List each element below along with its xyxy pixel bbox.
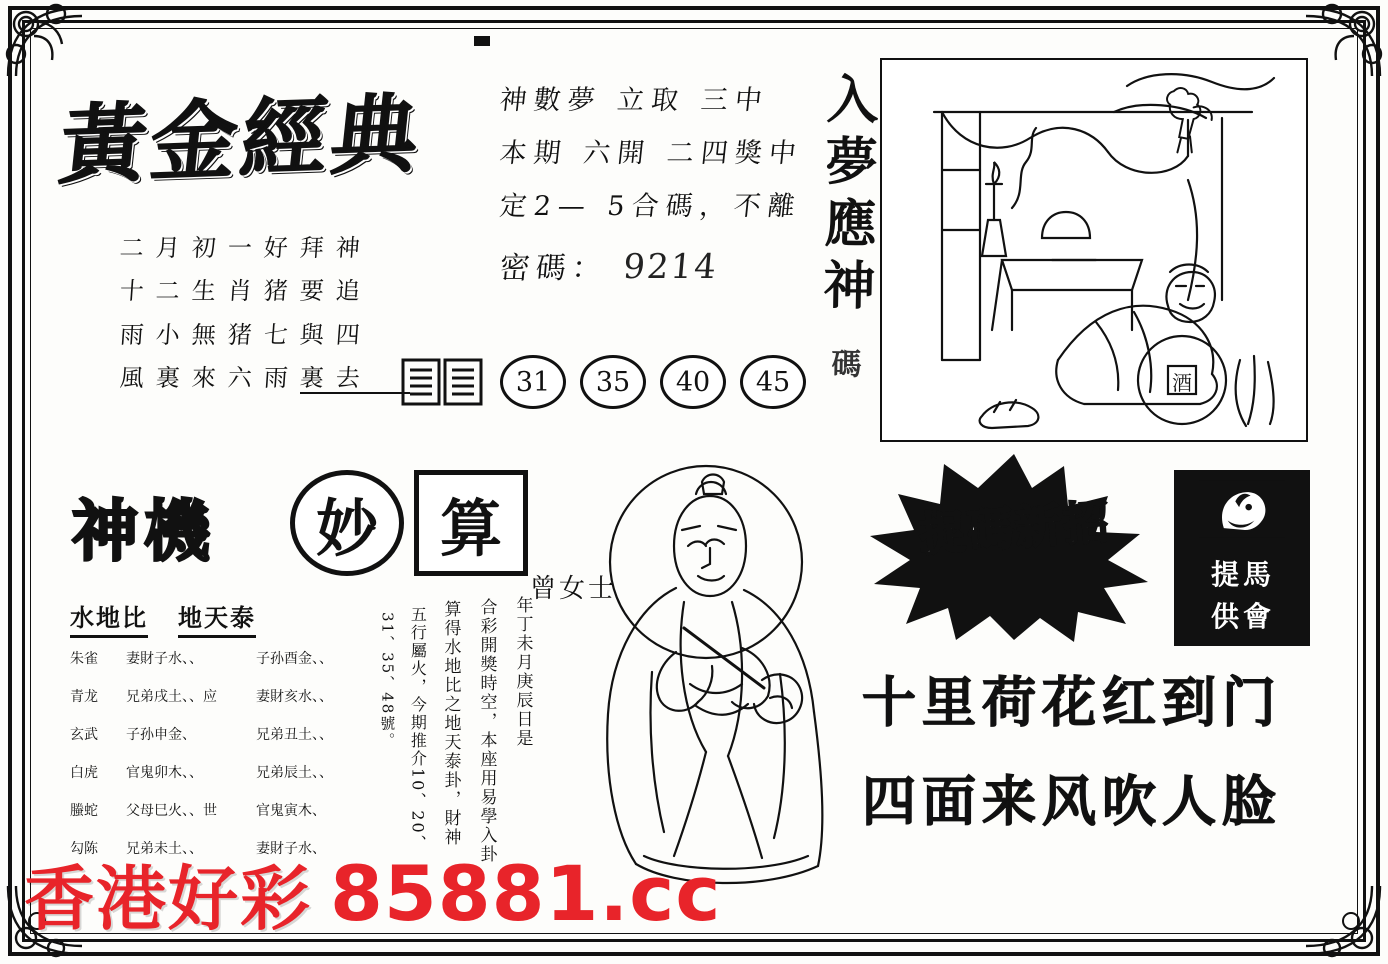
row-left: 子孙申金、 xyxy=(126,727,196,743)
burst-headline: 捉碼新招 xyxy=(917,494,1113,562)
miao-char: 妙 xyxy=(290,470,404,576)
poem-underline xyxy=(300,392,410,394)
row-label: 勾陈 xyxy=(70,841,98,857)
vertical-title xyxy=(813,71,885,482)
row-right: 官鬼寅木、 xyxy=(256,803,326,819)
table-row xyxy=(70,724,410,744)
number-ball: 31 xyxy=(500,355,566,409)
number-ball: 40 xyxy=(660,355,726,409)
password-value: 9214 xyxy=(621,247,720,287)
note-line: 定2— 5合碼，不離 xyxy=(498,191,804,222)
hexagram-header-left: 水地比 xyxy=(70,598,148,638)
table-row xyxy=(70,686,410,706)
hexagram-header-right: 地天泰 xyxy=(178,598,256,638)
open-book-icon xyxy=(400,352,484,412)
logo-char: 會 xyxy=(1243,600,1274,633)
watermark-site-name: 香港好彩 xyxy=(24,857,312,940)
vertical-note: 31、35、48號。 xyxy=(378,612,397,750)
vertical-note: 五行屬火，今期推介10、20、 xyxy=(408,606,428,853)
row-right: 妻財子水、 xyxy=(256,841,326,857)
note-line: 本期 六開 二四獎中 xyxy=(498,138,805,169)
poem-line: 二月初一好拜神 xyxy=(118,234,373,262)
vertical-title-small: 碼 xyxy=(825,347,861,389)
dream-illustration xyxy=(880,58,1308,442)
row-label: 朱雀 xyxy=(70,651,98,667)
brand-logo xyxy=(1174,470,1310,646)
poem-line: 十二生肖猪要追 xyxy=(118,277,373,306)
vertical-note: 年丁未月庚辰日是 xyxy=(512,596,533,748)
table-row xyxy=(70,800,410,820)
logo-char: 提 xyxy=(1210,558,1241,591)
logo-characters xyxy=(1177,545,1307,643)
row-right: 兄弟丑土、、 xyxy=(256,727,333,743)
lucky-numbers xyxy=(500,352,830,412)
row-label: 玄武 xyxy=(70,727,98,743)
shenji-text: 神機 xyxy=(72,492,216,570)
notes-block xyxy=(500,78,830,298)
miaosuan-heading xyxy=(290,468,550,578)
row-left: 妻財子水、、 xyxy=(126,651,203,667)
watermark-domain: 85881.cc xyxy=(330,848,722,938)
table-row xyxy=(70,762,410,782)
corner-ornament-icon xyxy=(1298,2,1384,80)
vertical-title-main: 入夢應神 xyxy=(813,71,879,321)
svg-text:酒: 酒 xyxy=(1172,371,1192,395)
hexagram-table xyxy=(70,598,410,876)
note-line: 神數夢 立取 三中 xyxy=(498,85,771,116)
row-label: 螣蛇 xyxy=(70,803,98,819)
row-label: 青龙 xyxy=(70,689,98,705)
logo-char: 供 xyxy=(1210,600,1241,633)
row-right: 子孙酉金、、 xyxy=(256,651,333,667)
couplet-line-2: 四面来风吹人脸 xyxy=(862,769,1282,833)
registration-mark xyxy=(474,36,490,46)
couplet-block xyxy=(862,660,1314,858)
corner-ornament-icon xyxy=(4,2,90,80)
row-right: 妻財亥水、、 xyxy=(256,689,333,705)
poem-line: 風裏來六雨裏去 xyxy=(118,363,373,392)
row-left: 兄弟未土、、 xyxy=(126,841,203,857)
row-left: 父母巳火、、世 xyxy=(126,803,217,819)
author-name: 曾女士 xyxy=(530,574,618,604)
password-row xyxy=(498,243,832,287)
row-right: 兄弟辰土、、 xyxy=(256,765,333,781)
number-ball: 35 xyxy=(580,355,646,409)
vertical-note: 算得水地比之地天泰卦，財神 xyxy=(440,600,461,847)
number-ball: 45 xyxy=(740,355,806,409)
poem-line: 雨小無猪七與四 xyxy=(118,320,373,349)
row-label: 白虎 xyxy=(70,765,98,781)
suan-char: 算 xyxy=(414,470,528,576)
hexagram-headers xyxy=(70,598,410,638)
row-left: 兄弟戌土、、应 xyxy=(126,689,217,705)
horse-head-icon xyxy=(1177,473,1307,545)
logo-char: 馬 xyxy=(1243,558,1274,591)
row-left: 官鬼卯木、、 xyxy=(126,765,203,781)
couplet-line-1: 十里荷花红到门 xyxy=(862,670,1282,734)
title-text: 黃金經典 xyxy=(55,83,428,197)
table-row xyxy=(70,648,410,668)
vertical-note: 合彩開獎時空，本座用易學入卦 xyxy=(476,598,497,864)
page-title xyxy=(55,70,452,210)
password-label: 密碼： xyxy=(498,251,610,286)
